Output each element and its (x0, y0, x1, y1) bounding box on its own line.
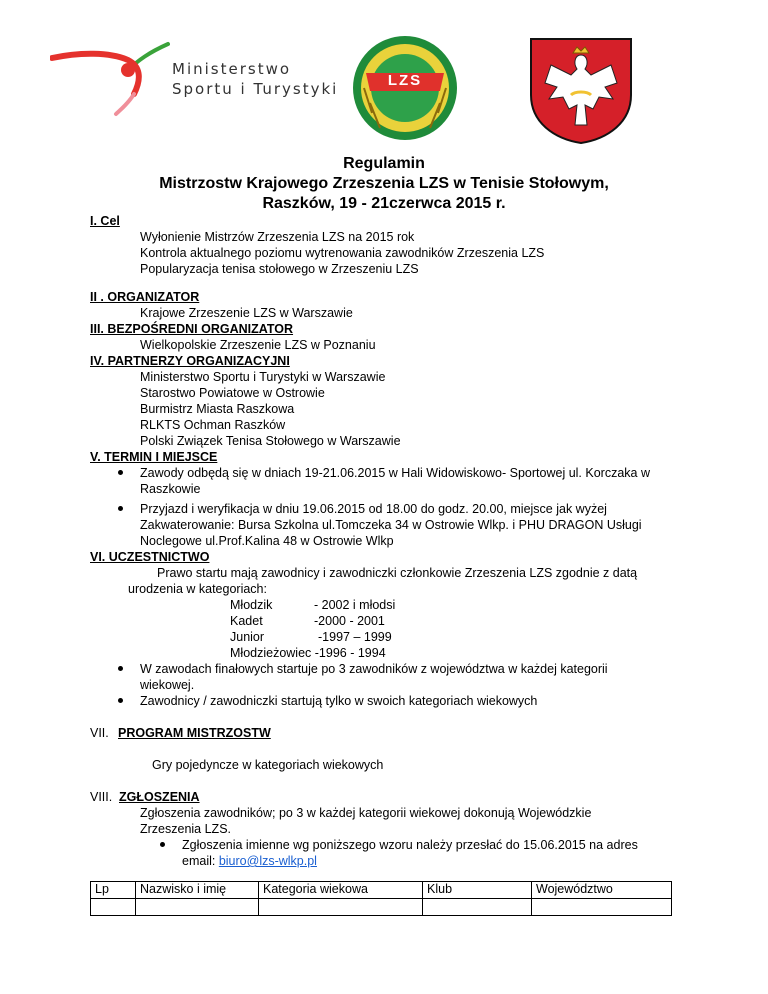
category-mlodziezowiec: Młodzieżowiec -1996 - 1994 (230, 646, 386, 660)
cel-item: Wyłonienie Mistrzów Zrzeszenia LZS na 2015 rok (140, 230, 415, 244)
lzs-logo (350, 33, 460, 143)
heading-program: PROGRAM MISTRZOSTW (118, 726, 271, 740)
uczestnictwo-text-line1: Prawo startu mają zawodnicy i zawodniczki członkowie Zrzeszenia LZS zgodnie z datą (157, 566, 638, 580)
heading-bezposredni-organizator: III. BEZPOŚREDNI ORGANIZATOR (90, 322, 294, 336)
heading-termin: V. TERMIN I MIEJSCE (90, 450, 218, 464)
table-header-cell: Lp (91, 882, 136, 899)
eagle-coat-of-arms-icon (527, 35, 635, 145)
zgloszenia-bullet-line1: Zgłoszenia imienne wg poniższego wzoru należy przesłać do 15.06.2015 na adres (182, 838, 638, 852)
email-link[interactable]: biuro@lzs-wlkp.pl (218, 854, 317, 868)
heading-cel: I. Cel (90, 214, 120, 228)
ministry-swoosh-icon (50, 38, 170, 118)
category-years: -2000 - 2001 (314, 614, 385, 628)
table-cell (259, 899, 423, 916)
table-cell (91, 899, 136, 916)
termin-bullet2-line2: Zakwaterowanie: Bursa Szkolna ul.Tomczeka 34 w Ostrowie Wlkp. i PHU DRAGON Usługi (140, 518, 642, 532)
table-header-cell: Województwo (532, 882, 672, 899)
table-cell (532, 899, 672, 916)
title-regulamin: Regulamin (343, 155, 425, 172)
category-name: Kadet (230, 614, 263, 628)
uczestnictwo-bullet2: Zawodnicy / zawodniczki startują tylko w swoich kategoriach wiekowych (140, 694, 538, 708)
bullet-icon (160, 842, 165, 847)
table-header-cell: Nazwisko i imię (136, 882, 259, 899)
ministry-name-line2: Sportu i Turystyki (172, 80, 339, 98)
bullet-icon (118, 666, 123, 671)
lzs-logo-text: LZS (387, 72, 423, 89)
title-event: Mistrzostw Krajowego Zrzeszenia LZS w Tenisie Stołowym, (159, 175, 609, 192)
heading-organizator: II . ORGANIZATOR (90, 290, 200, 304)
table-cell (423, 899, 532, 916)
table-header-cell: Klub (423, 882, 532, 899)
category-years: -1997 – 1999 (318, 630, 392, 644)
zgloszenia-text-line2: Zrzeszenia LZS. (140, 822, 232, 836)
title-date: Raszków, 19 - 21czerwca 2015 r. (262, 195, 506, 212)
partner-item: Burmistrz Miasta Raszkowa (140, 402, 295, 416)
category-years: - 2002 i młodsi (314, 598, 396, 612)
category-name: Młodzik (230, 598, 273, 612)
category-name: Junior (230, 630, 265, 644)
partner-item: Starostwo Powiatowe w Ostrowie (140, 386, 325, 400)
heading-partnerzy: IV. PARTNERZY ORGANIZACYJNI (90, 354, 290, 368)
heading-uczestnictwo: VI. UCZESTNICTWO (90, 550, 210, 564)
zgloszenia-text-line1: Zgłoszenia zawodników; po 3 w każdej kategorii wiekowej dokonują Wojewódzkie (140, 806, 592, 820)
partner-item: Ministerstwo Sportu i Turystyki w Warszawie (140, 370, 386, 384)
uczestnictwo-bullet1-line2: wiekowej. (140, 678, 195, 692)
partner-item: RLKTS Ochman Raszków (140, 418, 286, 432)
registration-table (90, 881, 672, 916)
email-label: email: (182, 854, 219, 868)
uczestnictwo-text-line2: urodzenia w kategoriach: (128, 582, 267, 596)
termin-bullet1-line2: Raszkowie (140, 482, 201, 496)
bullet-icon (118, 470, 123, 475)
heading-zgloszenia-number: VIII. (90, 790, 113, 804)
coat-of-arms (527, 35, 635, 145)
cel-item: Kontrola aktualnego poziomu wytrenowania zawodników Zrzeszenia LZS (140, 246, 545, 260)
bullet-icon (118, 506, 123, 511)
table-header-cell: Kategoria wiekowa (259, 882, 423, 899)
program-text: Gry pojedyncze w kategoriach wiekowych (152, 758, 384, 772)
ministry-logo (50, 38, 330, 118)
heading-zgloszenia: ZGŁOSZENIA (119, 790, 200, 804)
table-header-row (91, 882, 672, 899)
zgloszenia-bullet-line2 (182, 853, 317, 869)
ministry-name-line1: Ministerstwo (172, 60, 292, 78)
heading-program-number: VII. (90, 726, 109, 740)
uczestnictwo-bullet1-line1: W zawodach finałowych startuje po 3 zawodników z województwa w każdej kategorii (140, 662, 608, 676)
termin-bullet2-line3: Noclegowe ul.Prof.Kalina 48 w Ostrowie Wlkp (140, 534, 394, 548)
termin-bullet1-line1: Zawody odbędą się w dniach 19-21.06.2015 w Hali Widowiskowo- Sportowej ul. Korczaka w (140, 466, 650, 480)
cel-item: Popularyzacja tenisa stołowego w Zrzeszeniu LZS (140, 262, 419, 276)
partner-item: Polski Związek Tenisa Stołowego w Warszawie (140, 434, 401, 448)
termin-bullet2-line1: Przyjazd i weryfikacja w dniu 19.06.2015 od 18.00 do godz. 20.00, miejsce jak wyżej (140, 502, 607, 516)
bezposredni-organizator-text: Wielkopolskie Zrzeszenie LZS w Poznaniu (140, 338, 376, 352)
table-row (91, 899, 672, 916)
organizator-text: Krajowe Zrzeszenie LZS w Warszawie (140, 306, 353, 320)
table-cell (136, 899, 259, 916)
bullet-icon (118, 698, 123, 703)
